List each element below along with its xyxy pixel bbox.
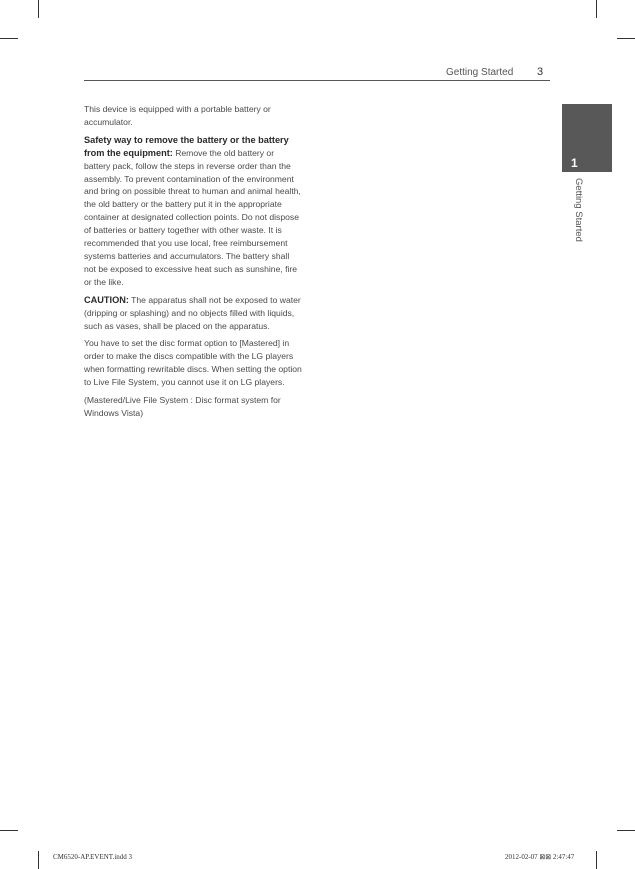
body-text <box>84 103 302 425</box>
crop-mark <box>596 0 597 18</box>
caution-label: CAUTION: <box>84 294 129 305</box>
running-header-section: Getting Started <box>446 67 514 78</box>
footer-file-name: CM6520-AP.EVENT.indd 3 <box>53 853 133 861</box>
chapter-tab-label: Getting Started <box>573 178 584 242</box>
paragraph-disc-format: You have to set the disc format option to [Mastered] in order to make the discs compatible with the LG players when formatting rewritable discs. When setting the option to Live File System, you cannot use it on LG players. <box>84 338 302 388</box>
crop-mark <box>617 830 635 831</box>
chapter-tab <box>562 104 612 172</box>
battery-removal-text: Remove the old battery or battery pack, follow the steps in reverse order than the assembly. To prevent contamination of the environment and bring on possible threat to human and animal health, the old battery or the battery put it in the appropriate container at designated collection points. Do not dispose of batteries or battery together with other waste. It is recommended that you use local, free reimbursement systems batteries and accumulators. The battery shall not be exposed to excessive heat such as sunshine, fire or the like. <box>84 147 301 287</box>
paragraph-battery-intro: This device is equipped with a portable battery or accumulator. <box>84 104 271 127</box>
battery-removal-heading: Safety way to remove the battery or the battery from the equipment: <box>84 134 289 158</box>
paragraph-disc-format-note: (Mastered/Live File System : Disc format system for Windows Vista) <box>84 395 281 418</box>
crop-mark <box>0 38 18 39</box>
header-rule <box>84 80 550 81</box>
page-number: 3 <box>537 66 544 78</box>
paragraph-caution <box>84 294 302 333</box>
crop-mark <box>38 0 39 18</box>
crop-mark <box>38 851 39 869</box>
crop-mark <box>596 851 597 869</box>
paragraph-battery-removal <box>84 134 302 289</box>
crop-mark <box>617 38 635 39</box>
chapter-tab-number: 1 <box>571 156 578 170</box>
footer-timestamp: 2012-02-07 ⊠⊠ 2:47:47 <box>505 853 575 861</box>
crop-mark <box>0 830 18 831</box>
caution-text: The apparatus shall not be exposed to water (dripping or splashing) and no objects filled with liquids, such as vases, shall be placed on the apparatus. <box>84 294 301 331</box>
